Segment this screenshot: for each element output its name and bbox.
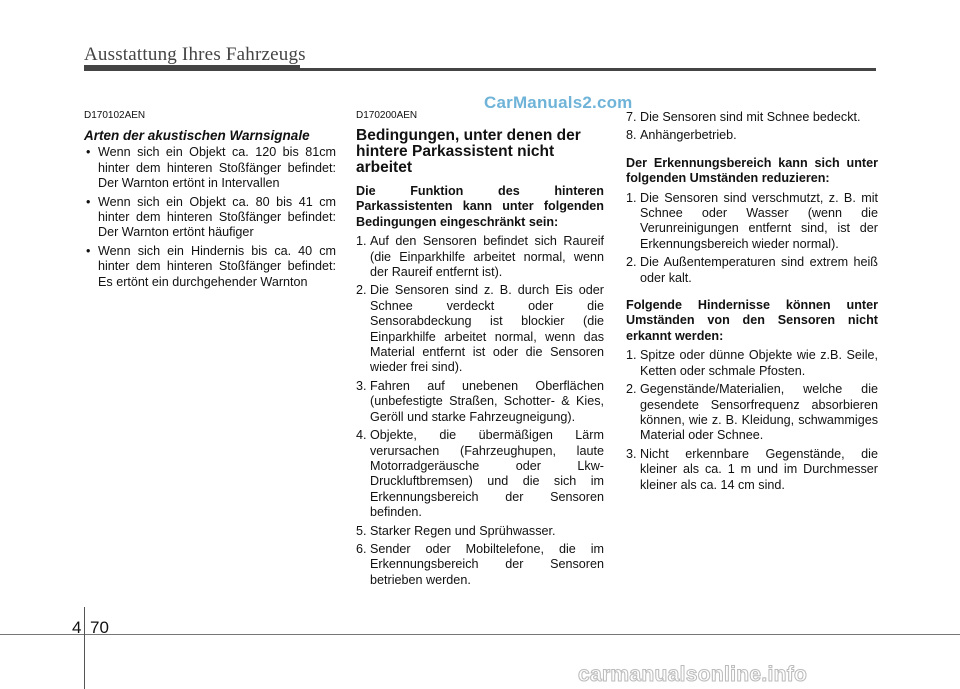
conditions-list — [356, 234, 604, 588]
list-item-text: Die Sensoren sind verschmutzt, z. B. mit Schnee oder Wasser (wenn die Verunreinigungen entfernt sind, ist der Erkennungsbereich wieder normal). — [640, 190, 878, 251]
item-number: 1. — [626, 190, 637, 205]
bullet-icon: • — [86, 243, 91, 258]
reduced-range-list — [626, 191, 878, 286]
section-heading: Bedingungen, unter denen der hintere Parkassistent nicht arbeitet — [356, 127, 581, 176]
chapter-number: 4 — [72, 618, 82, 637]
item-number: 2. — [626, 382, 637, 397]
list-item — [356, 524, 604, 539]
item-number: 2. — [356, 283, 367, 298]
item-number: 8. — [626, 128, 637, 143]
list-item-text: Die Sensoren sind mit Schnee bedeckt. — [640, 110, 861, 124]
undetected-obstacles-list — [626, 348, 878, 493]
section-code: D170200AEN — [356, 110, 418, 121]
item-number: 1. — [626, 348, 637, 363]
list-item-text: Gegenstände/Materialien, welche die gesendete Sensorfrequenz absorbieren können, wie z. B. Kleidung, schwammiges Material oder Schnee. — [640, 382, 878, 443]
item-number: 7. — [626, 110, 637, 124]
column-left — [84, 110, 336, 293]
bullet-icon: • — [86, 194, 91, 209]
section-intro: Die Funktion des hinteren Parkassistenten kann unter folgenden Bedingungen eingeschränkt sein: — [356, 184, 604, 229]
list-item-text: Anhängerbetrieb. — [640, 128, 737, 143]
column-right — [626, 110, 878, 496]
list-item-text: Fahren auf unebenen Oberflächen (unbefestigte Straßen, Schotter- & Kies, Geröll und starke Fahrzeugneigung). — [370, 378, 604, 424]
item-number: 3. — [356, 378, 367, 393]
footer-divider — [84, 607, 85, 689]
item-number: 4. — [356, 428, 367, 443]
section-code: D170102AEN — [84, 110, 146, 121]
list-item — [626, 382, 878, 444]
page-header-title: Ausstattung Ihres Fahrzeugs — [84, 44, 306, 65]
item-number: 6. — [356, 541, 367, 556]
undetected-obstacles-heading: Folgende Hindernisse können unter Umständen von den Sensoren nicht erkannt werden: — [626, 298, 878, 343]
reduced-range-heading: Der Erkennungsbereich kann sich unter folgenden Umständen reduzieren: — [626, 155, 878, 186]
list-item — [626, 128, 878, 143]
column-middle — [356, 110, 604, 591]
list-item — [626, 255, 878, 286]
warning-signal-list — [84, 145, 336, 290]
item-number: 3. — [626, 446, 637, 461]
footer-rule — [0, 634, 960, 635]
list-item — [356, 542, 604, 588]
list-item-text: Nicht erkennbare Gegenstände, die kleiner als ca. 1 m und im Durchmesser kleiner als ca. 14 cm sind. — [640, 446, 878, 492]
watermark-top: CarManuals2.com — [484, 93, 633, 112]
list-item — [626, 447, 878, 493]
list-item-text: Starker Regen und Sprühwasser. — [370, 523, 556, 538]
list-item — [626, 348, 878, 379]
page-number: 70 — [90, 618, 109, 637]
list-item — [84, 244, 336, 290]
list-item — [356, 234, 604, 280]
item-number: 1. — [356, 234, 367, 249]
list-item — [626, 191, 878, 253]
watermark-bottom: carmanualsonline.info — [578, 663, 808, 686]
list-item — [356, 283, 604, 375]
section-subheading: Arten der akustischen Warnsignale — [84, 128, 310, 143]
list-item-text: Spitze oder dünne Objekte wie z.B. Seile, Ketten oder schmale Pfosten. — [640, 348, 878, 378]
bullet-icon: • — [86, 145, 91, 160]
list-item-text: Auf den Sensoren befindet sich Raureif (die Einparkhilfe arbeitet normal, wenn der Raureif entfernt ist). — [370, 234, 604, 280]
list-item — [356, 428, 604, 520]
list-item-text: Wenn sich ein Hindernis bis ca. 40 cm hinter dem hinteren Stoßfänger befindet: Es ertönt ein durchgehender Warnton — [98, 243, 336, 289]
list-item — [356, 379, 604, 425]
list-item-text: Wenn sich ein Objekt ca. 80 bis 41 cm hinter dem hinteren Stoßfänger befindet: Der Warnton ertönt häufiger — [98, 194, 336, 240]
list-item-text: Sender oder Mobiltelefone, die im Erkennungsbereich der Sensoren betrieben werden. — [370, 541, 604, 587]
list-item-text: Wenn sich ein Objekt ca. 120 bis 81cm hinter dem hinteren Stoßfänger befindet: Der Warnton ertönt in Intervallen — [98, 145, 336, 191]
item-number: 2. — [626, 255, 637, 270]
conditions-list-continued — [626, 110, 878, 144]
header-rule — [84, 68, 876, 71]
list-item-text: Objekte, die übermäßigen Lärm verursachen (Fahrzeughupen, laute Motorradgeräusche oder Lkw-Druckluftbremsen) und die sich im Erkennungsbereich der Sensoren befinden. — [370, 428, 604, 520]
list-item-text: Die Außentemperaturen sind extrem heiß oder kalt. — [640, 255, 878, 285]
list-item — [626, 110, 878, 125]
list-item-text: Die Sensoren sind z. B. durch Eis oder Schnee verdeckt oder die Sensorabdeckung ist blockier (die Einparkhilfe arbeitet normal, wenn das Material entfernt ist oder die Sensoren wieder frei sind). — [370, 283, 604, 375]
list-item — [84, 145, 336, 191]
list-item — [84, 195, 336, 241]
item-number: 5. — [356, 523, 367, 538]
